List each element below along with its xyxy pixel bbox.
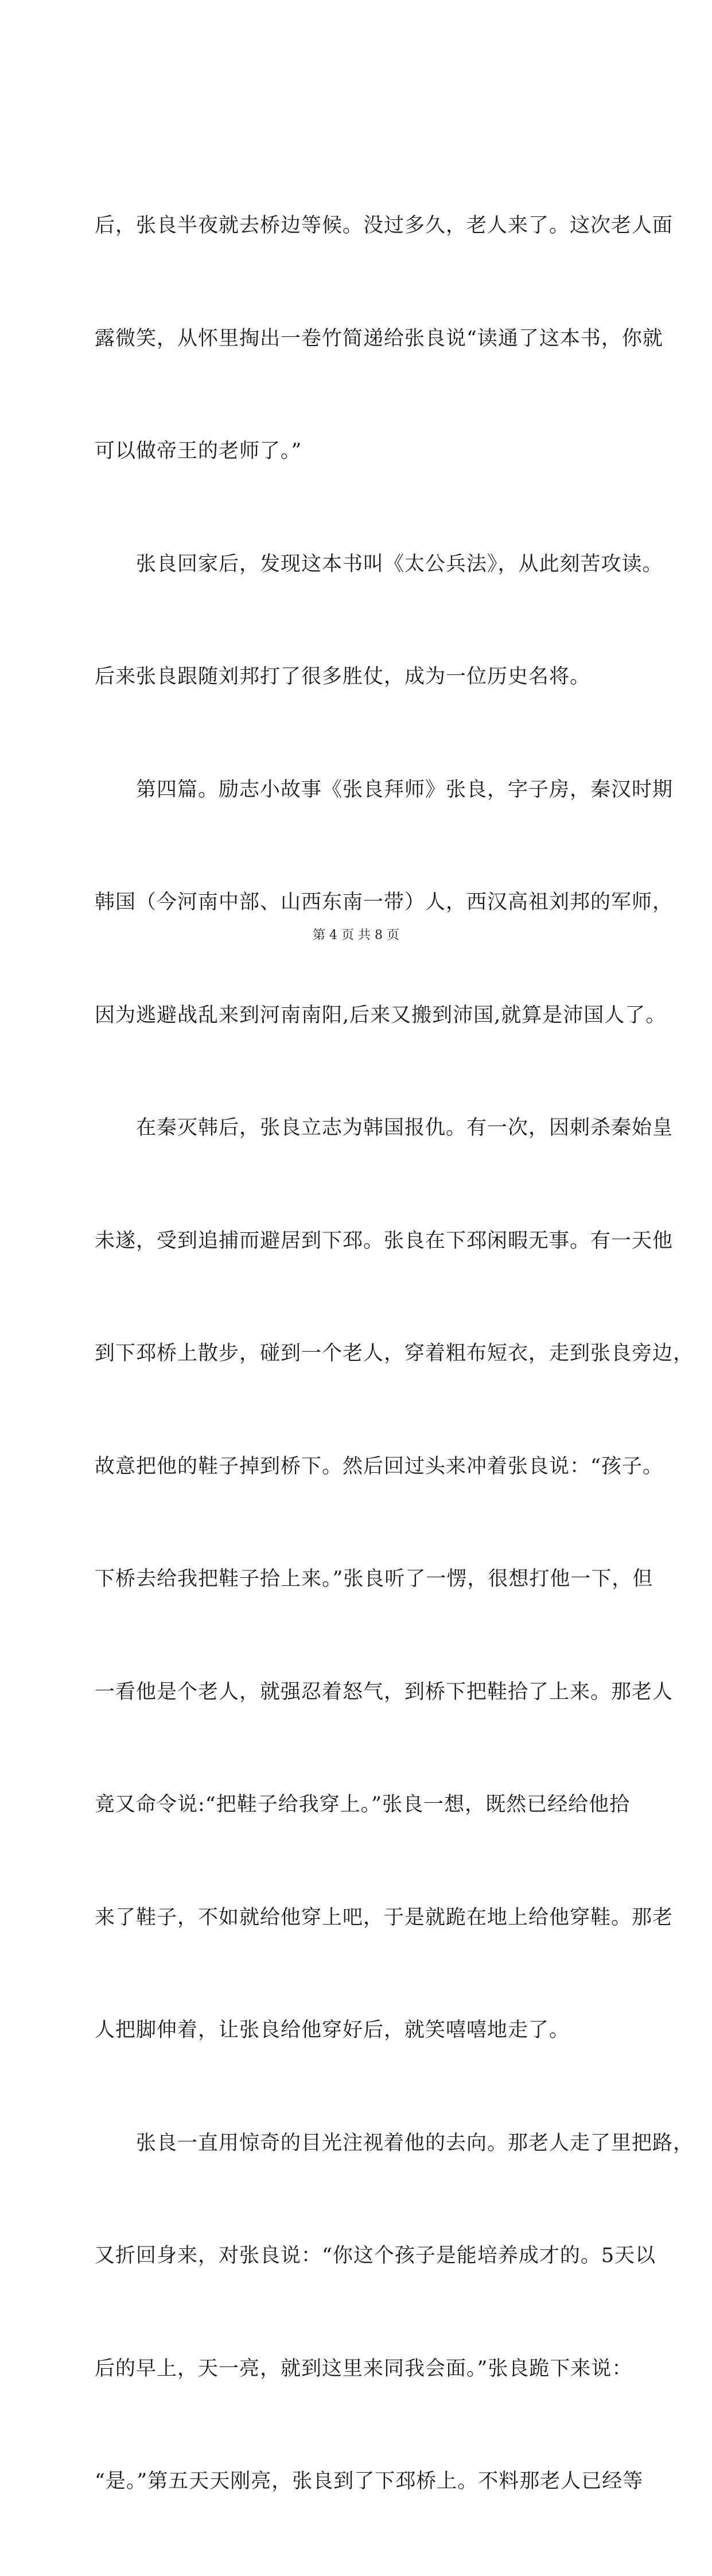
- text-line: “是。”第五天天刚亮，张良到了下邳桥上。不料那老人已经等: [95, 2470, 644, 2493]
- text-line: 张良回家后，发现这本书叫《太公兵法》，从此刻苦攻读。: [95, 552, 663, 576]
- text-line: 人把脚伸着，让张良给他穿好后，就笑嘻嘻地走了。: [95, 2019, 570, 2042]
- text-line: 第四篇。励志小故事《张良拜师》张良，字子房，秦汉时期: [95, 778, 674, 801]
- text-line: 后的早上，天一亮，就到这里来同我会面。”张良跪下来说：: [95, 2357, 633, 2380]
- text-line: 竟又命令说:“把鞋子给我穿上。”张良一想，既然已经给他拾: [95, 1793, 631, 1816]
- text-line: 下桥去给我把鞋子拾上来。”张良听了一愣，很想打他一下，但: [95, 1568, 653, 1590]
- text-line: 又折回身来，对张良说：“你这个孩子是能培养成才的。5天以: [95, 2244, 656, 2267]
- text-line: 一看他是个老人，就强忍着怒气，到桥下把鞋拾了上来。那老人: [95, 1680, 674, 1704]
- text-line: 因为逃避战乱来到河南南阳,后来又搬到沛国,就算是沛国人了。: [95, 1003, 667, 1027]
- text-line: 后来张良跟随刘邦打了很多胜仗，成为一位历史名将。: [95, 665, 591, 688]
- text-line: 故意把他的鞋子掉到桥下。然后回过头来冲着张良说：“孩子。: [95, 1454, 663, 1478]
- text-line: 来了鞋子，不如就给他穿上吧，于是就跪在地上给他穿鞋。那老: [95, 1906, 674, 1929]
- page-number-footer: 第 4 页 共 8 页: [313, 928, 399, 942]
- text-line: 可以做帝王的老师了。”: [95, 440, 302, 463]
- text-line: 韩国（今河南中部、山西东南一带）人，西汉高祖刘邦的军师，: [95, 891, 674, 914]
- text-line: 在秦灭韩后，张良立志为韩国报仇。有一次，因刺杀秦始皇: [95, 1116, 674, 1139]
- text-line: 后，张良半夜就去桥边等候。没过多久，老人来了。这次老人面: [95, 214, 674, 237]
- text-line: 未遂，受到追捕而避居到下邳。张良在下邳闲暇无事。有一天他: [95, 1229, 674, 1252]
- text-line: 露微笑，从怀里掏出一卷竹简递给张良说“读通了这本书，你就: [95, 327, 663, 350]
- text-line: 张良一直用惊奇的目光注视着他的去向。那老人走了里把路，: [95, 2131, 694, 2155]
- body-text: [95, 132, 694, 2576]
- text-line: 到下邳桥上散步，碰到一个老人，穿着粗布短衣，走到张良旁边，: [95, 1342, 694, 1365]
- text-block: [95, 132, 694, 2576]
